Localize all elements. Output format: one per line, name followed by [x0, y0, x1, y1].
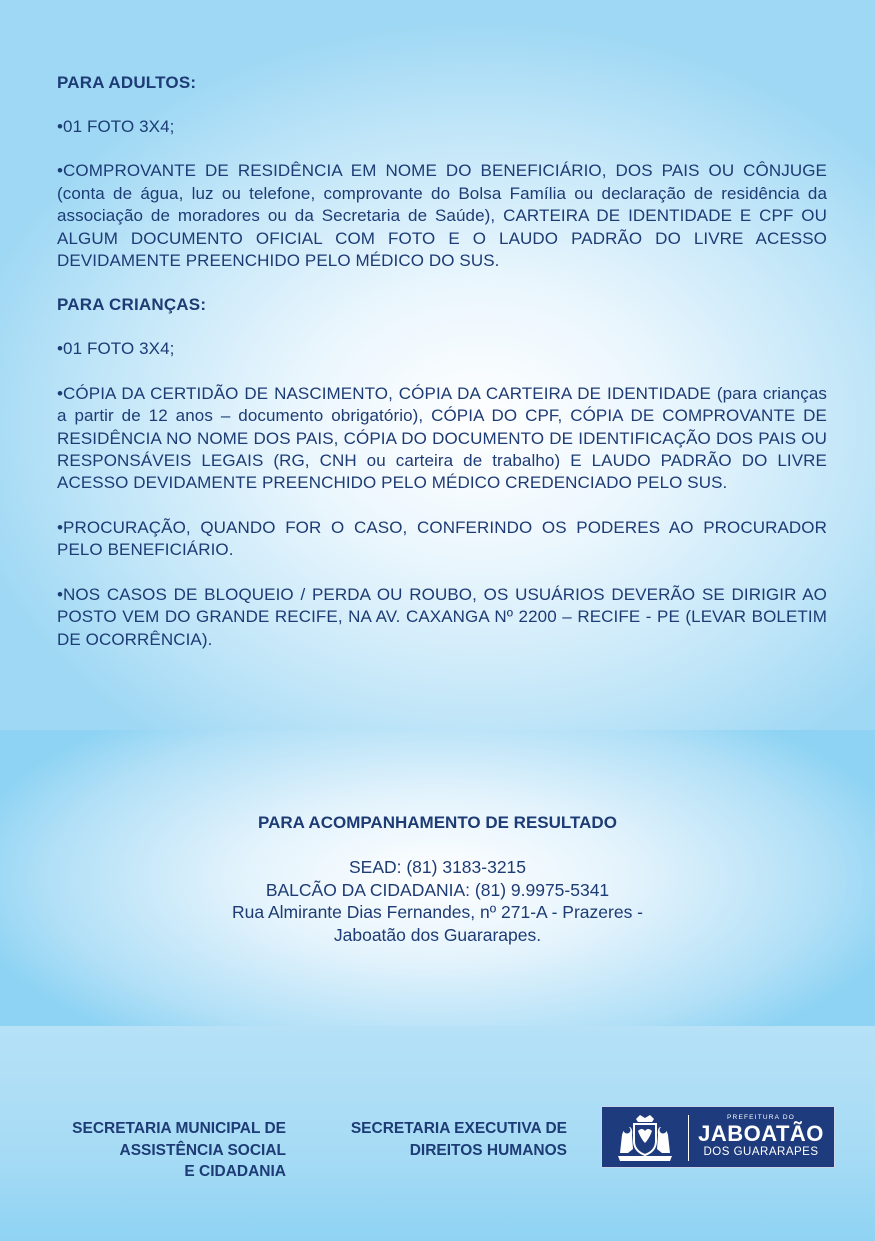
adults-item-documents: •COMPROVANTE DE RESIDÊNCIA EM NOME DO BENEFICIÁRIO, DOS PAIS OU CÔNJUGE (conta de água, luz ou telefone, comprovante do Bolsa Família ou declaração de residência da associação de moradores ou da Secretaria de Saúde), CARTEIRA DE IDENTIDADE E CPF OU ALGUM DOCUMENTO OFICIAL COM FOTO E O LAUDO PADRÃO DO LIVRE ACESSO DEVIDAMENTE PREENCHIDO PELO MÉDICO DO SUS.	[57, 161, 827, 271]
logo-prefeitura-text: PREFEITURA DO	[727, 1114, 795, 1121]
org1-line: SECRETARIA MUNICIPAL DE	[72, 1120, 286, 1137]
logo-divider	[688, 1115, 689, 1161]
logo-guararapes-text: DOS GUARARAPES	[703, 1146, 819, 1158]
logo-jaboatao-text: JABOATÃO	[698, 1121, 824, 1146]
contact-line-address: Rua Almirante Dias Fernandes, nº 271-A - Prazeres -	[231, 902, 644, 922]
children-item-proxy: •PROCURAÇÃO, QUANDO FOR O CASO, CONFERINDO OS PODERES AO PROCURADOR PELO BENEFICIÁRIO.	[57, 517, 827, 560]
footer-org-assistencia-social	[30, 1118, 286, 1183]
org2-line: DIREITOS HUMANOS	[409, 1141, 567, 1159]
org1-line: E CIDADANIA	[184, 1163, 286, 1180]
requirements-document	[57, 72, 827, 673]
footer-org-direitos-humanos	[300, 1118, 567, 1161]
contact-title: PARA ACOMPANHAMENTO DE RESULTADO	[258, 813, 617, 832]
contact-line-balcao: BALCÃO DA CIDADANIA: (81) 9.9975-5341	[265, 879, 610, 900]
contact-line-city: Jaboatão dos Guararapes.	[333, 924, 542, 945]
adults-item-photo: •01 FOTO 3X4;	[57, 117, 175, 136]
children-heading: PARA CRIANÇAS:	[57, 295, 207, 315]
contact-section	[0, 812, 875, 946]
contact-line-sead: SEAD: (81) 3183-3215	[348, 857, 527, 877]
children-item-documents: •CÓPIA DA CERTIDÃO DE NASCIMENTO, CÓPIA DA CARTEIRA DE IDENTIDADE (para crianças a partir de 12 anos – documento obrigatório), CÓPIA DO CPF, CÓPIA DE COMPROVANTE DE RESIDÊNCIA NO NOME DOS PAIS, CÓPIA DO DOCUMENTO DE IDENTIFICAÇÃO DOS PAIS OU RESPONSÁVEIS LEGAIS (RG, CNH ou carteira de trabalho) E LAUDO PADRÃO DO LIVRE ACESSO DEVIDAMENTE PREENCHIDO PELO MÉDICO CREDENCIADO PELO SUS.	[57, 383, 827, 493]
org2-line: SECRETARIA EXECUTIVA DE	[350, 1120, 567, 1137]
jaboatao-logo	[601, 1106, 835, 1168]
org1-line: ASSISTÊNCIA SOCIAL	[119, 1141, 286, 1159]
children-item-block-loss: •NOS CASOS DE BLOQUEIO / PERDA OU ROUBO, OS USUÁRIOS DEVERÃO SE DIRIGIR AO POSTO VEM DO GRANDE RECIFE, NA AV. CAXANGA Nº 2200 – RECIFE - PE (LEVAR BOLETIM DE OCORRÊNCIA).	[57, 584, 827, 649]
adults-heading: PARA ADULTOS:	[57, 73, 197, 92]
city-crest-icon	[614, 1113, 676, 1163]
children-item-photo: •01 FOTO 3X4;	[57, 339, 175, 359]
